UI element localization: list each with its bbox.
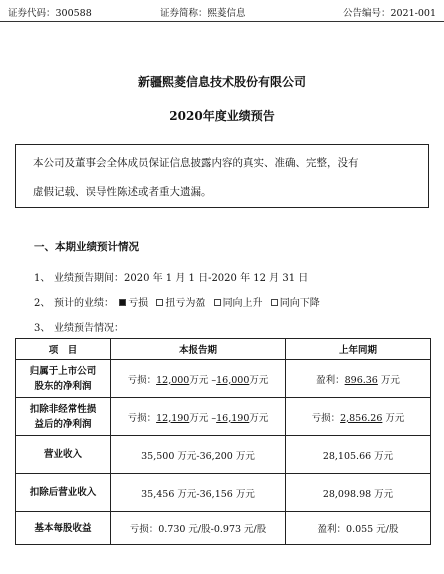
table-row (16, 398, 431, 436)
table-row (16, 512, 431, 545)
row-label: 扣除非经常性损 益后的净利润 (16, 398, 111, 436)
forecast-period-text: 业绩预告期间：2020 年 1 月 1 日-2020 年 12 月 31 日 (54, 273, 309, 284)
page-header (0, 0, 444, 22)
announcement-number: 公告编号：2021-001 (342, 8, 436, 19)
disclaimer-line-1: 本公司及董事会全体成员保证信息披露内容的真实、准确、完整，没有 (33, 157, 359, 169)
item-number: 2、 (34, 298, 51, 309)
header-current: 本报告期 (111, 339, 286, 360)
current-value: 亏损：12,190万元 –16,190万元 (111, 398, 286, 436)
row-label: 归属于上市公司 股东的净利润 (16, 360, 111, 398)
unchecked-box-icon (271, 299, 278, 306)
unchecked-box-icon (214, 299, 221, 306)
option-decrease: 同向下降 (269, 298, 320, 309)
document-title: 2020年度业绩预告 (169, 109, 275, 123)
table-row (16, 474, 431, 512)
item-number: 1、 (34, 273, 51, 284)
disclaimer-line-2: 虚假记载、误导性陈述或者重大遗漏。 (33, 186, 212, 198)
prior-value: 盈利：896.36 万元 (286, 360, 431, 398)
header-prior: 上年同期 (286, 339, 431, 360)
table-header-row (16, 339, 431, 360)
option-increase: 同向上升 (212, 298, 263, 309)
current-value: 亏损：12,000万元 –16,000万元 (111, 360, 286, 398)
row-label: 营业收入 (16, 436, 111, 474)
company-name: 新疆熙菱信息技术股份有限公司 (137, 75, 306, 89)
prior-value: 28,105.66 万元 (286, 436, 431, 474)
prior-value: 28,098.98 万元 (286, 474, 431, 512)
checked-box-icon (119, 299, 126, 306)
forecast-details-label: 3、 业绩预告情况： (34, 319, 124, 334)
row-label: 基本每股收益 (16, 512, 111, 545)
disclaimer-box (15, 144, 429, 208)
current-value: 35,456 万元-36,156 万元 (111, 474, 286, 512)
stock-abbreviation: 证券简称：熙菱信息 (160, 8, 246, 19)
forecast-table (15, 338, 431, 545)
section-heading: 一、本期业绩预计情况 (34, 241, 139, 253)
item-number: 3、 (34, 323, 51, 334)
forecast-type-label: 预计的业绩： (54, 298, 114, 309)
stock-code: 证券代码：300588 (8, 8, 92, 19)
row-label: 扣除后营业收入 (16, 474, 111, 512)
unchecked-box-icon (156, 299, 163, 306)
forecast-period (34, 269, 308, 284)
prior-value: 亏损：2,856.26 万元 (286, 398, 431, 436)
prior-value: 盈利：0.055 元/股 (286, 512, 431, 545)
table-row (16, 360, 431, 398)
option-loss: 亏损 (117, 298, 148, 309)
forecast-type (34, 294, 323, 309)
current-value: 35,500 万元-36,200 万元 (111, 436, 286, 474)
current-value: 亏损：0.730 元/股-0.973 元/股 (111, 512, 286, 545)
option-turnaround: 扭亏为盈 (154, 298, 205, 309)
header-item: 项 目 (16, 339, 111, 360)
table-row (16, 436, 431, 474)
